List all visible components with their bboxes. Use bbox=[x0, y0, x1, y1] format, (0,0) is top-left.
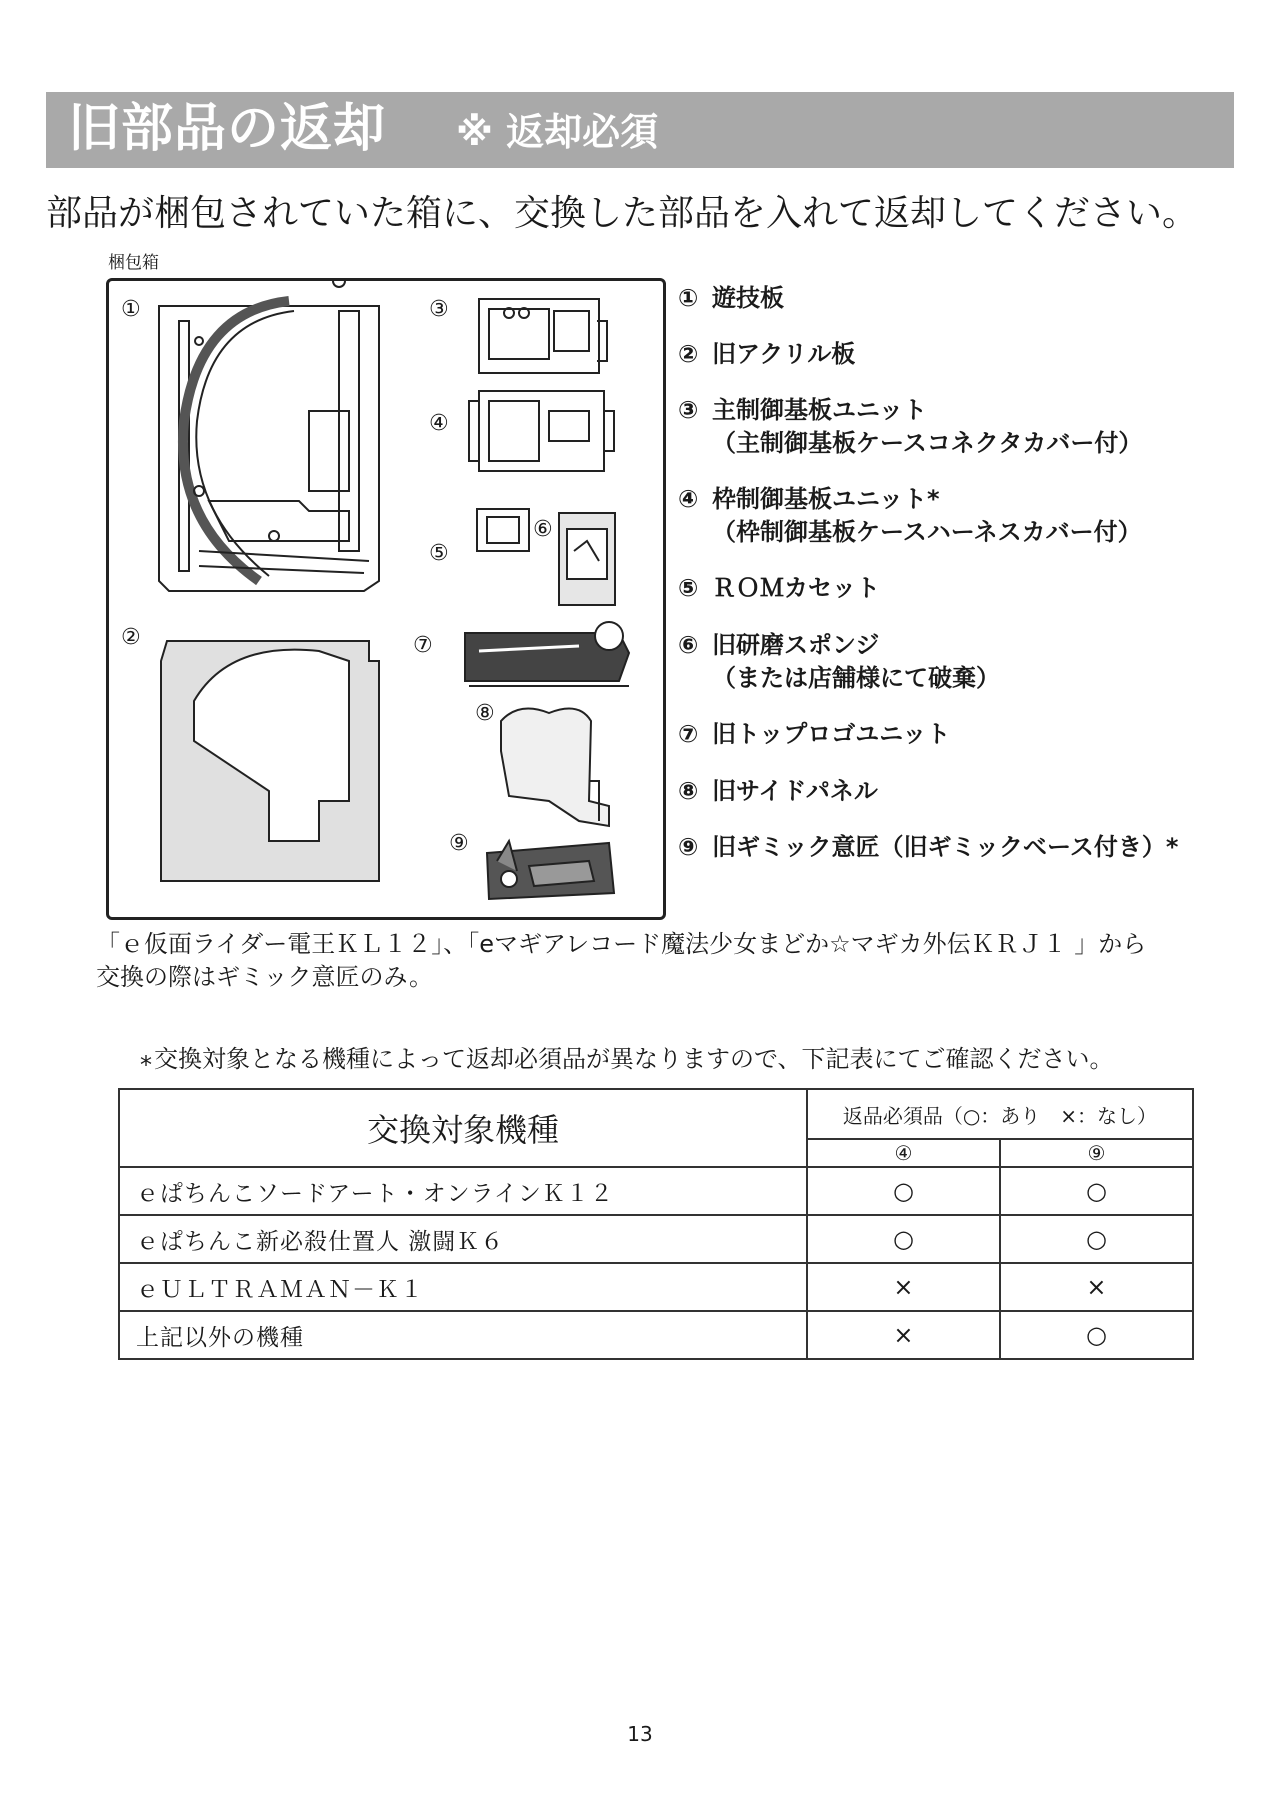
part-name: 旧アクリル板 bbox=[712, 340, 856, 368]
asterisk-note-text: 交換対象となる機種によって返却必須品が異なりますので、下記表にてご確認ください。 bbox=[154, 1045, 1114, 1073]
list-item bbox=[678, 831, 1178, 864]
part-number: ⑨ bbox=[678, 833, 699, 861]
diagram-number-1: ① bbox=[121, 297, 141, 322]
part-number: ④ bbox=[678, 485, 699, 513]
part-number: ⑦ bbox=[678, 720, 699, 748]
side-panel-drawing bbox=[501, 709, 609, 827]
asterisk-mark: * bbox=[140, 1051, 152, 1079]
page-subtitle: ※ 返却必須 bbox=[456, 110, 659, 154]
part-name: 旧ギミック意匠（旧ギミックベース付き）* bbox=[712, 833, 1179, 861]
page-title: 旧部品の返却 bbox=[68, 99, 387, 159]
part-number: ③ bbox=[678, 396, 699, 424]
part-name: 主制御基板ユニット bbox=[712, 396, 928, 424]
part-number: ② bbox=[678, 340, 699, 368]
parts-diagram bbox=[106, 278, 666, 920]
parts-illustration bbox=[109, 281, 663, 917]
table-row bbox=[119, 1167, 1193, 1215]
list-item bbox=[678, 718, 950, 751]
note-line-1: 「ｅ仮面ライダー電王ＫＬ１２」、「eマギアレコード魔法少女まどか☆マギカ外伝ＫＲＪ１ 」から bbox=[96, 930, 1147, 958]
sponge-drawing bbox=[559, 513, 615, 605]
list-item bbox=[678, 282, 784, 315]
mark-4: × bbox=[807, 1263, 1000, 1311]
model-name: ｅぱちんこ新必殺仕置人 激闘Ｋ６ bbox=[119, 1215, 807, 1263]
table-row bbox=[119, 1263, 1193, 1311]
diagram-number-8: ⑧ bbox=[475, 701, 495, 726]
column-header-9: ⑨ bbox=[1000, 1139, 1193, 1167]
rom-cassette-drawing bbox=[477, 509, 529, 551]
part-number: ⑤ bbox=[678, 574, 699, 602]
list-item bbox=[678, 629, 1000, 695]
model-name: ｅぱちんこソードアート・オンラインＫ１２ bbox=[119, 1167, 807, 1215]
title-bar bbox=[46, 92, 1234, 168]
diagram-number-9: ⑨ bbox=[449, 831, 469, 856]
column-header-4: ④ bbox=[807, 1139, 1000, 1167]
list-item bbox=[678, 338, 855, 371]
part-number: ⑥ bbox=[678, 631, 699, 659]
top-logo-drawing bbox=[465, 622, 629, 686]
diagram-number-6: ⑥ bbox=[533, 517, 553, 542]
intro-text: 部品が梱包されていた箱に、交換した部品を入れて返却してください。 bbox=[46, 193, 1199, 234]
asterisk-note bbox=[140, 1042, 1114, 1079]
diagram-number-3: ③ bbox=[429, 297, 449, 322]
box-label: 梱包箱 bbox=[108, 253, 159, 273]
table-row bbox=[119, 1311, 1193, 1359]
mark-9: ○ bbox=[1000, 1215, 1193, 1263]
diagram-number-5: ⑤ bbox=[429, 541, 449, 566]
game-board-drawing bbox=[159, 281, 379, 591]
gimmick-drawing bbox=[487, 841, 614, 899]
part-name: 旧サイドパネル bbox=[712, 777, 878, 805]
table-row bbox=[119, 1215, 1193, 1263]
part-number: ① bbox=[678, 284, 699, 312]
diagram-number-2: ② bbox=[121, 625, 141, 650]
part-note: （または店舗様にて破棄） bbox=[712, 664, 1000, 692]
return-table bbox=[118, 1088, 1194, 1360]
diagram-number-4: ④ bbox=[429, 411, 449, 436]
part-name: ＲＯＭカセット bbox=[712, 574, 880, 602]
list-item bbox=[678, 775, 878, 808]
model-name: 上記以外の機種 bbox=[119, 1311, 807, 1359]
mark-9: ○ bbox=[1000, 1167, 1193, 1215]
list-item bbox=[678, 394, 1142, 460]
mark-4: × bbox=[807, 1311, 1000, 1359]
model-name: ｅＵＬＴＲＡＭＡＮ－Ｋ１ bbox=[119, 1263, 807, 1311]
exchange-note bbox=[96, 928, 1266, 994]
main-board-drawing bbox=[479, 299, 607, 373]
list-item bbox=[678, 483, 1142, 549]
part-note: （枠制御基板ケースハーネスカバー付） bbox=[712, 518, 1142, 546]
part-number: ⑧ bbox=[678, 777, 699, 805]
mark-9: ○ bbox=[1000, 1311, 1193, 1359]
frame-board-drawing bbox=[469, 391, 614, 471]
model-header: 交換対象機種 bbox=[119, 1089, 807, 1167]
diagram-number-7: ⑦ bbox=[413, 633, 433, 658]
mark-9: × bbox=[1000, 1263, 1193, 1311]
list-item bbox=[678, 572, 880, 605]
table-header-row bbox=[119, 1089, 1193, 1139]
note-line-2: 交換の際はギミック意匠のみ。 bbox=[96, 963, 433, 991]
return-header: 返品必須品（○：あり ×：なし） bbox=[807, 1089, 1193, 1139]
part-name: 枠制御基板ユニット* bbox=[712, 485, 940, 513]
part-name: 旧トップロゴユニット bbox=[712, 720, 951, 748]
acrylic-plate-drawing bbox=[161, 641, 379, 881]
mark-4: ○ bbox=[807, 1167, 1000, 1215]
part-note: （主制御基板ケースコネクタカバー付） bbox=[712, 429, 1143, 457]
part-name: 遊技板 bbox=[712, 284, 784, 312]
mark-4: ○ bbox=[807, 1215, 1000, 1263]
part-name: 旧研磨スポンジ bbox=[712, 631, 880, 659]
page-number: 13 bbox=[627, 1722, 653, 1746]
